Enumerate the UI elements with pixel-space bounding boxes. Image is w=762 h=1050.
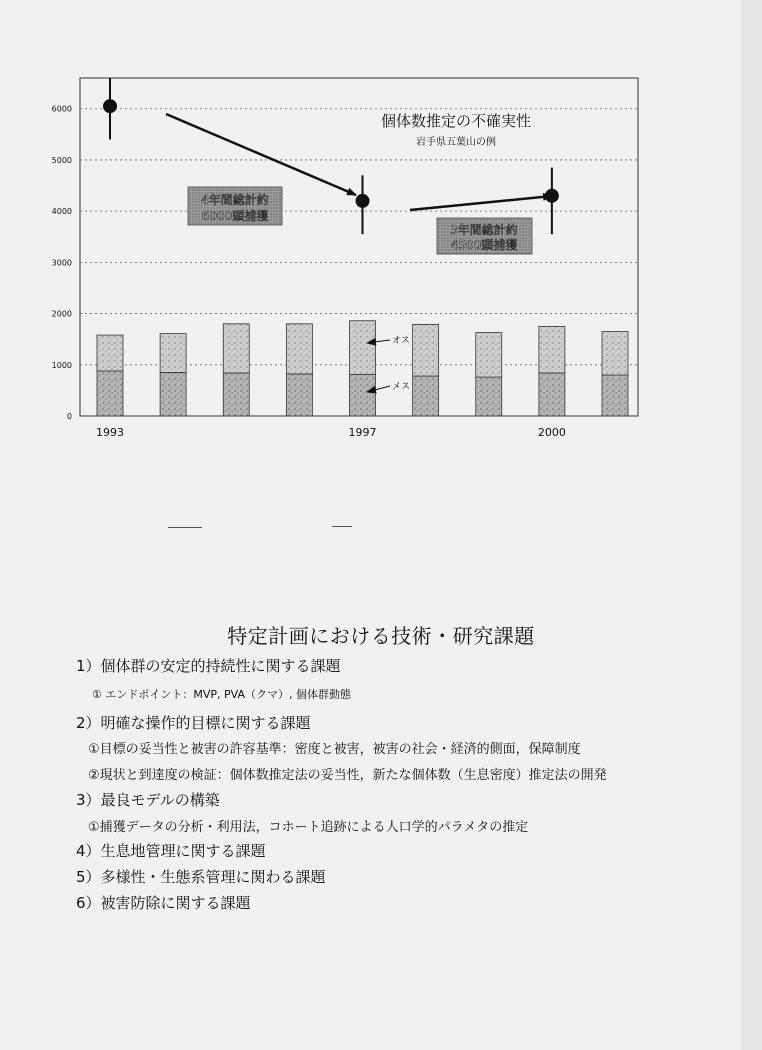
annotation-box-2-line-1: 3年間総計約	[450, 223, 518, 237]
section-item: ① エンドポイント：MVP, PVA（クマ）, 個体群動態	[92, 688, 351, 701]
section-heading: 2）明確な操作的目標に関する課題	[76, 714, 311, 732]
section-heading: 6）被害防除に関する課題	[76, 894, 251, 912]
bar-female	[602, 375, 628, 416]
section-item: ①目標の妥当性と被害の許容基準：密度と被害，被害の社会・経済的側面，保障制度	[88, 742, 581, 757]
section-item: ①捕獲データの分析・利用法，コホート追跡による人口学的パラメタの推定	[88, 820, 529, 835]
y-tick-label: 0	[66, 412, 72, 421]
section-item: ②現状と到達度の検証：個体数推定法の妥当性，新たな個体数（生息密度）推定法の開発	[88, 768, 607, 783]
x-tick-label: 2000	[537, 426, 566, 439]
bar-male	[413, 324, 439, 376]
y-tick-label: 4000	[51, 207, 72, 217]
label-male-text: オス	[392, 336, 410, 346]
bar-male	[97, 335, 123, 371]
document-title: 特定計画における技術・研究課題	[227, 624, 535, 648]
chart-subtitle: 岩手県五葉山の例	[416, 137, 496, 148]
bar-male	[160, 334, 186, 373]
bar-male	[286, 324, 312, 374]
trend-arrow-1	[166, 114, 356, 195]
bar-female	[286, 374, 312, 416]
chart-title: 個体数推定の不確実性	[380, 112, 532, 130]
annotation-box-2-line-2: 4500頭捕獲	[450, 238, 518, 252]
annotation-box-2	[437, 218, 532, 254]
annotation-box-1	[188, 187, 282, 225]
bar-female	[413, 376, 439, 416]
trend-arrow-2	[410, 196, 552, 210]
estimate-point	[356, 194, 370, 208]
bar-male	[539, 326, 565, 373]
bar-female	[350, 375, 376, 416]
bar-male	[476, 333, 502, 378]
annotation-box-1-line-2: 6000頭捕獲	[201, 209, 269, 223]
annotation-box-1-line-1: 4年間総計約	[201, 193, 269, 207]
section-heading: 1）個体群の安定的持続性に関する課題	[76, 657, 341, 675]
y-tick-label: 2000	[51, 309, 72, 319]
estimate-point	[103, 99, 117, 113]
x-tick-label: 1997	[348, 426, 377, 439]
bar-male	[602, 332, 628, 376]
label-female-text: メス	[392, 382, 411, 392]
y-tick-label: 3000	[51, 258, 72, 268]
y-tick-label: 1000	[51, 360, 72, 370]
scan-mark	[332, 526, 352, 527]
section-heading: 4）生息地管理に関する課題	[76, 842, 266, 860]
bar-male	[223, 324, 249, 373]
y-tick-label: 5000	[51, 155, 72, 165]
section-heading: 5）多様性・生態系管理に関わる課題	[76, 868, 326, 886]
section-heading: 3）最良モデルの構築	[76, 791, 220, 809]
bar-female	[97, 371, 123, 416]
bar-female	[539, 373, 565, 416]
bar-female	[223, 373, 249, 416]
x-tick-label: 1993	[96, 426, 124, 439]
bar-male	[350, 321, 376, 375]
bar-female	[160, 372, 186, 416]
y-tick-label: 6000	[51, 104, 72, 114]
bar-female	[476, 377, 502, 416]
scan-mark	[168, 527, 202, 528]
